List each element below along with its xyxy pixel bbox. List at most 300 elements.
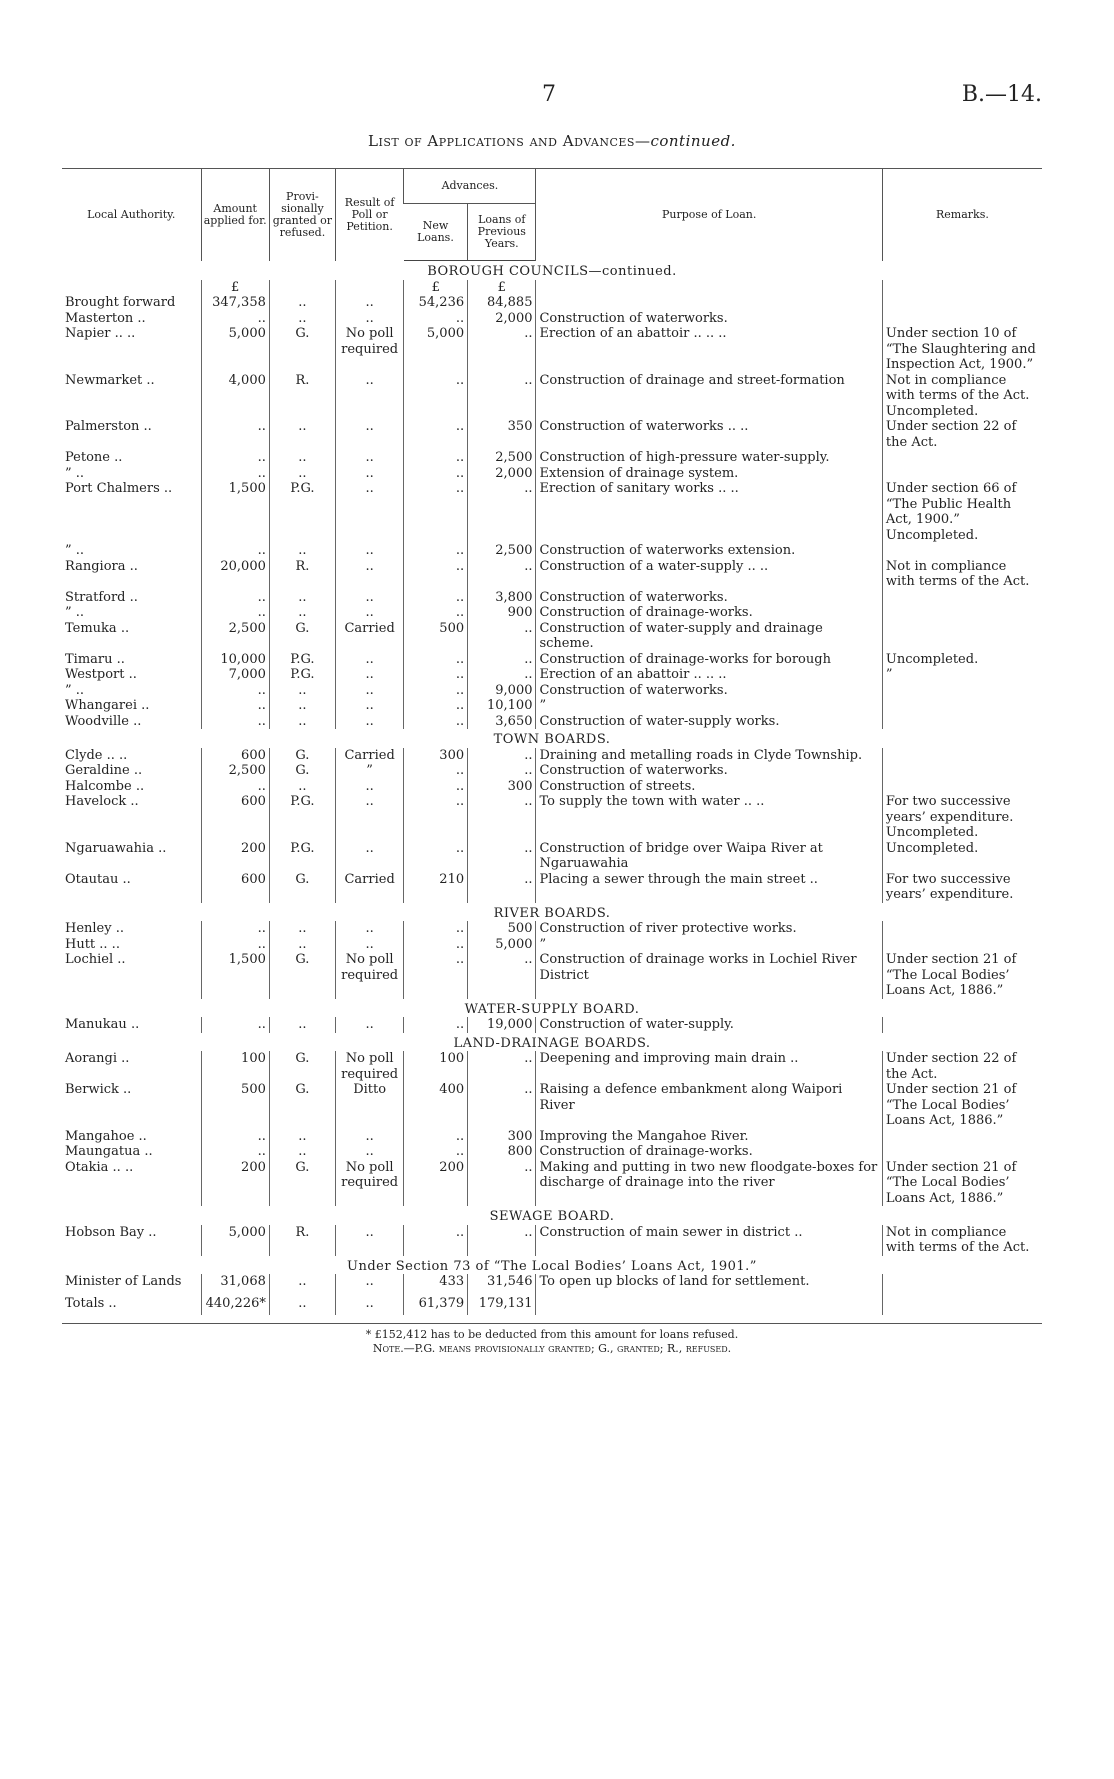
section-heading: [62, 903, 1042, 922]
table-row: [62, 590, 1042, 606]
cell-new-loans: 500: [404, 621, 468, 652]
cell-remarks: Under section 10 of “The Slaughtering and Inspection Act, 1900.”: [882, 326, 1042, 373]
cell-new-loans: ..: [404, 559, 468, 590]
cell-poll-result: Ditto: [335, 1082, 403, 1129]
cell-remarks: Under section 21 of “The Local Bodies’ Loans Act, 1886.”: [882, 1160, 1042, 1207]
cell-purpose: Construction of drainage and street-formation: [536, 373, 882, 420]
cell-amount: 347,358: [201, 295, 269, 311]
cell-previous-loans: ..: [468, 952, 536, 999]
cell-previous-loans: 19,000: [468, 1017, 536, 1033]
cell-purpose: Construction of water-supply.: [536, 1017, 882, 1033]
cell-authority: Geraldine ..: [65, 763, 143, 778]
cell-amount: 1,500: [201, 481, 269, 543]
cell-purpose: Extension of drainage system.: [536, 466, 882, 482]
cell-previous-loans: ..: [468, 621, 536, 652]
cell-remarks: [882, 466, 1042, 482]
cell-provisional: ..: [269, 683, 335, 699]
cell-previous-loans: ..: [468, 373, 536, 420]
section-heading: [62, 1256, 1042, 1275]
cell-amount: 600: [201, 748, 269, 764]
cell-poll-result: No poll required: [335, 1051, 403, 1082]
cell-authority: Timaru ..: [65, 651, 125, 667]
cell-provisional: G.: [269, 872, 335, 903]
cell-new-loans: ..: [404, 1144, 468, 1160]
cell-poll-result: ..: [335, 481, 403, 543]
cell-remarks: [882, 1017, 1042, 1033]
cell-purpose: ”: [536, 937, 882, 953]
cell-amount: ..: [201, 311, 269, 327]
cell-provisional: ..: [269, 937, 335, 953]
totals-provisional: ..: [269, 1290, 335, 1316]
cell-remarks: [882, 1129, 1042, 1145]
section-heading: [62, 729, 1042, 748]
table-row: [62, 1082, 1042, 1129]
cell-poll-result: ..: [335, 1274, 403, 1290]
cell-new-loans: ..: [404, 937, 468, 953]
cell-authority: Lochiel ..: [65, 952, 126, 967]
totals-new-loans: 61,379: [404, 1290, 468, 1316]
cell-authority: Whangarei ..: [65, 698, 150, 713]
cell-amount: 500: [201, 1082, 269, 1129]
cell-previous-loans: 350: [468, 419, 536, 450]
cell-remarks: [882, 295, 1042, 311]
cell-purpose: Construction of drainage-works.: [536, 1144, 882, 1160]
cell-poll-result: ..: [335, 667, 403, 683]
cell-amount: 600: [201, 794, 269, 841]
cell-previous-loans: 10,100: [468, 698, 536, 714]
cell-poll-result: ..: [335, 937, 403, 953]
cell-authority: Otakia .. ..: [65, 1159, 134, 1175]
cell-authority: Woodville ..: [65, 713, 142, 729]
cell-purpose: Construction of drainage-works.: [536, 605, 882, 621]
cell-previous-loans: ..: [468, 1160, 536, 1207]
cell-provisional: G.: [269, 621, 335, 652]
cell-new-loans: ..: [404, 543, 468, 559]
cell-purpose: Construction of waterworks .. ..: [536, 419, 882, 450]
table-row: [62, 1144, 1042, 1160]
cell-amount: 1,500: [201, 952, 269, 999]
cell-previous-loans: 31,546: [468, 1274, 536, 1290]
cell-amount: ..: [201, 683, 269, 699]
cell-provisional: P.G.: [269, 667, 335, 683]
cell-remarks: [882, 1144, 1042, 1160]
cell-amount: 600: [201, 872, 269, 903]
cell-amount: ..: [201, 450, 269, 466]
table-row: [62, 779, 1042, 795]
cell-amount: 2,500: [201, 621, 269, 652]
cell-purpose: Draining and metalling roads in Clyde Township.: [536, 748, 882, 764]
cell-authority: Henley ..: [65, 921, 124, 936]
cell-poll-result: Carried: [335, 748, 403, 764]
section-title: Under Section 73 of “The Local Bodies’ Loans Act, 1901.”: [347, 1258, 757, 1274]
cell-poll-result: ..: [335, 311, 403, 327]
cell-previous-loans: 84,885: [468, 295, 536, 311]
cell-amount: ..: [201, 937, 269, 953]
cell-amount: 5,000: [201, 326, 269, 373]
unit-cell: [335, 280, 403, 296]
cell-authority: ” ..: [65, 605, 85, 620]
cell-remarks: Under section 21 of “The Local Bodies’ Loans Act, 1886.”: [882, 952, 1042, 999]
cell-amount: ..: [201, 779, 269, 795]
cell-authority: ” ..: [65, 682, 85, 698]
cell-previous-loans: ..: [468, 794, 536, 841]
document-reference: B.—14.: [961, 82, 1042, 107]
section-title: WATER-SUPPLY BOARD.: [464, 1001, 640, 1017]
table-row: [62, 921, 1042, 937]
table-row: [62, 1274, 1042, 1290]
cell-new-loans: ..: [404, 466, 468, 482]
applications-table: [62, 168, 1042, 1315]
table-row: [62, 872, 1042, 903]
cell-previous-loans: ..: [468, 841, 536, 872]
cell-purpose: Construction of waterworks.: [536, 590, 882, 606]
cell-provisional: G.: [269, 1082, 335, 1129]
cell-purpose: Construction of a water-supply .. ..: [536, 559, 882, 590]
cell-poll-result: Carried: [335, 621, 403, 652]
cell-poll-result: No poll required: [335, 326, 403, 373]
cell-remarks: Not in compliance with terms of the Act.: [882, 1225, 1042, 1256]
cell-authority: Maungatua ..: [65, 1144, 153, 1159]
cell-new-loans: ..: [404, 481, 468, 543]
cell-amount: ..: [201, 466, 269, 482]
cell-poll-result: No poll required: [335, 952, 403, 999]
cell-purpose: To supply the town with water .. ..: [536, 794, 882, 841]
cell-provisional: R.: [269, 373, 335, 420]
cell-previous-loans: 2,500: [468, 450, 536, 466]
cell-amount: ..: [201, 714, 269, 730]
section-heading: [62, 1206, 1042, 1225]
cell-provisional: ..: [269, 1017, 335, 1033]
cell-amount: 7,000: [201, 667, 269, 683]
section-heading: [62, 261, 1042, 280]
cell-new-loans: ..: [404, 1129, 468, 1145]
section-title: TOWN BOARDS.: [493, 732, 611, 747]
col-previous-loans: Loans of Previous Years.: [468, 204, 536, 261]
cell-authority: Temuka ..: [65, 620, 130, 636]
cell-purpose: Construction of water-supply and drainage scheme.: [536, 621, 882, 652]
cell-provisional: G.: [269, 763, 335, 779]
cell-remarks: Under section 66 of “The Public Health Act, 1900.” Uncompleted.: [882, 481, 1042, 543]
cell-previous-loans: ..: [468, 763, 536, 779]
table-row: [62, 748, 1042, 764]
cell-remarks: [882, 779, 1042, 795]
cell-authority: Palmerston ..: [65, 419, 152, 434]
cell-purpose: Improving the Mangahoe River.: [536, 1129, 882, 1145]
col-local-authority: Local Authority.: [62, 169, 201, 261]
cell-authority: Mangahoe ..: [65, 1128, 147, 1144]
cell-previous-loans: 2,000: [468, 466, 536, 482]
cell-provisional: ..: [269, 921, 335, 937]
cell-amount: ..: [201, 1129, 269, 1145]
table-row: [62, 373, 1042, 420]
cell-new-loans: ..: [404, 952, 468, 999]
cell-amount: ..: [201, 698, 269, 714]
col-amount: Amount applied for.: [201, 169, 269, 261]
unit-cell: [62, 280, 201, 296]
cell-new-loans: 5,000: [404, 326, 468, 373]
table-row: [62, 667, 1042, 683]
cell-remarks: [882, 311, 1042, 327]
footnote-note: Note.—P.G. means provisionally granted; G., granted; R., refused.: [372, 1342, 732, 1355]
cell-provisional: ..: [269, 714, 335, 730]
cell-amount: 10,000: [201, 652, 269, 668]
cell-previous-loans: ..: [468, 872, 536, 903]
table-row: [62, 1225, 1042, 1256]
cell-purpose: To open up blocks of land for settlement.: [536, 1274, 882, 1290]
cell-previous-loans: 2,500: [468, 543, 536, 559]
section-title: LAND-DRAINAGE BOARDS.: [453, 1035, 651, 1051]
page-number: 7: [542, 82, 556, 107]
cell-provisional: ..: [269, 311, 335, 327]
cell-provisional: R.: [269, 559, 335, 590]
cell-new-loans: ..: [404, 450, 468, 466]
cell-authority: Masterton ..: [65, 310, 146, 326]
cell-new-loans: ..: [404, 921, 468, 937]
cell-poll-result: ..: [335, 779, 403, 795]
table-row: [62, 652, 1042, 668]
cell-poll-result: ..: [335, 921, 403, 937]
totals-label: Totals ..: [65, 1295, 117, 1311]
cell-authority: Hobson Bay ..: [65, 1224, 157, 1240]
cell-authority: Manukau ..: [65, 1017, 140, 1032]
cell-new-loans: 210: [404, 872, 468, 903]
col-new-loans: New Loans.: [404, 204, 468, 261]
cell-new-loans: ..: [404, 714, 468, 730]
cell-purpose: Construction of waterworks.: [536, 683, 882, 699]
cell-poll-result: ..: [335, 698, 403, 714]
cell-remarks: [882, 763, 1042, 779]
cell-authority: Brought forward: [65, 295, 176, 310]
cell-provisional: ..: [269, 466, 335, 482]
table-row: [62, 714, 1042, 730]
cell-remarks: Uncompleted.: [882, 841, 1042, 872]
cell-authority: Clyde .. ..: [65, 747, 128, 763]
cell-poll-result: ..: [335, 466, 403, 482]
cell-provisional: ..: [269, 1144, 335, 1160]
cell-amount: ..: [201, 419, 269, 450]
unit-cell: [536, 280, 882, 296]
cell-authority: Newmarket ..: [65, 372, 155, 388]
col-advances: Advances.: [404, 169, 536, 204]
cell-authority: ” ..: [65, 543, 85, 558]
cell-remarks: [882, 683, 1042, 699]
cell-previous-loans: ..: [468, 1051, 536, 1082]
cell-remarks: [882, 621, 1042, 652]
cell-amount: 100: [201, 1051, 269, 1082]
cell-new-loans: ..: [404, 779, 468, 795]
cell-provisional: P.G.: [269, 794, 335, 841]
cell-previous-loans: 2,000: [468, 311, 536, 327]
cell-provisional: G.: [269, 952, 335, 999]
cell-remarks: Under section 22 of the Act.: [882, 419, 1042, 450]
col-provisional: Provi- sionally granted or refused.: [269, 169, 335, 261]
table-row: [62, 559, 1042, 590]
table-row: [62, 794, 1042, 841]
cell-purpose: Construction of streets.: [536, 779, 882, 795]
table-row: [62, 841, 1042, 872]
cell-previous-loans: 3,800: [468, 590, 536, 606]
cell-remarks: Uncompleted.: [882, 652, 1042, 668]
section-title: BOROUGH COUNCILS—continued.: [427, 264, 677, 279]
table-row: [62, 450, 1042, 466]
unit-cell: [882, 280, 1042, 296]
cell-new-loans: ..: [404, 311, 468, 327]
table-row: [62, 698, 1042, 714]
section-heading: [62, 1033, 1042, 1052]
cell-poll-result: ..: [335, 605, 403, 621]
cell-new-loans: 54,236: [404, 295, 468, 311]
cell-previous-loans: 500: [468, 921, 536, 937]
table-row: [62, 481, 1042, 543]
cell-amount: ..: [201, 543, 269, 559]
cell-purpose: ”: [536, 698, 882, 714]
cell-new-loans: ..: [404, 1225, 468, 1256]
cell-authority: Port Chalmers ..: [65, 481, 173, 496]
cell-authority: Minister of Lands: [65, 1274, 182, 1289]
table-row: [62, 466, 1042, 482]
table-row: [62, 543, 1042, 559]
cell-provisional: ..: [269, 1274, 335, 1290]
totals-previous-loans: 179,131: [468, 1290, 536, 1316]
cell-provisional: R.: [269, 1225, 335, 1256]
cell-authority: Otautau ..: [65, 871, 131, 887]
cell-poll-result: ..: [335, 1129, 403, 1145]
table-row: [62, 683, 1042, 699]
cell-provisional: ..: [269, 450, 335, 466]
cell-remarks: Under section 21 of “The Local Bodies’ Loans Act, 1886.”: [882, 1082, 1042, 1129]
cell-provisional: P.G.: [269, 652, 335, 668]
cell-authority: Rangiora ..: [65, 558, 138, 574]
cell-previous-loans: 5,000: [468, 937, 536, 953]
cell-previous-loans: 300: [468, 1129, 536, 1145]
cell-previous-loans: ..: [468, 481, 536, 543]
unit-cell: £: [201, 280, 269, 296]
unit-cell: £: [404, 280, 468, 296]
section-title: RIVER BOARDS.: [493, 905, 611, 921]
cell-provisional: ..: [269, 605, 335, 621]
cell-purpose: Construction of water-supply works.: [536, 714, 882, 730]
cell-purpose: Deepening and improving main drain ..: [536, 1051, 882, 1082]
cell-authority: Stratford ..: [65, 589, 138, 605]
cell-remarks: [882, 450, 1042, 466]
cell-previous-loans: 300: [468, 779, 536, 795]
cell-purpose: Erection of an abattoir .. .. ..: [536, 326, 882, 373]
title-continued: continued.: [650, 132, 736, 150]
cell-new-loans: ..: [404, 1017, 468, 1033]
cell-previous-loans: ..: [468, 326, 536, 373]
cell-new-loans: ..: [404, 841, 468, 872]
cell-previous-loans: ..: [468, 652, 536, 668]
cell-authority: Berwick ..: [65, 1082, 132, 1097]
currency-unit-row: [62, 280, 1042, 296]
cell-purpose: Construction of waterworks.: [536, 311, 882, 327]
section-title: SEWAGE BOARD.: [489, 1209, 615, 1224]
cell-new-loans: 100: [404, 1051, 468, 1082]
cell-new-loans: 400: [404, 1082, 468, 1129]
table-row: [62, 419, 1042, 450]
table-body: [62, 261, 1042, 1316]
cell-remarks: [882, 714, 1042, 730]
cell-new-loans: ..: [404, 419, 468, 450]
cell-new-loans: ..: [404, 794, 468, 841]
table-row: [62, 621, 1042, 652]
cell-remarks: [882, 698, 1042, 714]
table-row: [62, 1160, 1042, 1207]
cell-remarks: For two successive years’ expenditure. Uncompleted.: [882, 794, 1042, 841]
cell-amount: 200: [201, 1160, 269, 1207]
cell-previous-loans: ..: [468, 748, 536, 764]
cell-authority: Hutt .. ..: [65, 936, 120, 952]
cell-provisional: ..: [269, 295, 335, 311]
cell-purpose: Construction of waterworks.: [536, 763, 882, 779]
title-main: List of Applications and Advances—: [368, 132, 651, 150]
cell-new-loans: ..: [404, 590, 468, 606]
cell-provisional: ..: [269, 590, 335, 606]
cell-remarks: For two successive years’ expenditure.: [882, 872, 1042, 903]
cell-remarks: [882, 921, 1042, 937]
cell-new-loans: ..: [404, 373, 468, 420]
cell-purpose: Construction of main sewer in district ..: [536, 1225, 882, 1256]
cell-authority: Ngaruawahia ..: [65, 840, 167, 856]
cell-previous-loans: ..: [468, 667, 536, 683]
col-purpose: Purpose of Loan.: [536, 169, 882, 261]
cell-new-loans: ..: [404, 683, 468, 699]
table-row: [62, 1017, 1042, 1033]
cell-authority: Petone ..: [65, 450, 123, 465]
cell-new-loans: ..: [404, 763, 468, 779]
cell-provisional: ..: [269, 698, 335, 714]
cell-amount: 5,000: [201, 1225, 269, 1256]
cell-purpose: Construction of bridge over Waipa River at Ngaruawahia: [536, 841, 882, 872]
cell-remarks: ”: [882, 667, 1042, 683]
cell-remarks: [882, 590, 1042, 606]
cell-provisional: ..: [269, 779, 335, 795]
cell-new-loans: ..: [404, 605, 468, 621]
table-row: [62, 1129, 1042, 1145]
cell-authority: ” ..: [65, 465, 85, 481]
totals-poll: ..: [335, 1290, 403, 1316]
cell-poll-result: ..: [335, 794, 403, 841]
cell-purpose: Construction of waterworks extension.: [536, 543, 882, 559]
cell-purpose: Placing a sewer through the main street ..: [536, 872, 882, 903]
cell-purpose: Construction of high-pressure water-supply.: [536, 450, 882, 466]
cell-new-loans: 300: [404, 748, 468, 764]
cell-amount: 4,000: [201, 373, 269, 420]
table-title: [62, 132, 1042, 150]
cell-new-loans: ..: [404, 652, 468, 668]
cell-poll-result: ..: [335, 373, 403, 420]
cell-remarks: [882, 605, 1042, 621]
table-row: [62, 605, 1042, 621]
cell-poll-result: ..: [335, 1225, 403, 1256]
table-row: [62, 937, 1042, 953]
table-row: [62, 295, 1042, 311]
cell-authority: Aorangi ..: [65, 1051, 130, 1066]
cell-authority: Westport ..: [65, 667, 137, 682]
cell-poll-result: ”: [335, 763, 403, 779]
cell-poll-result: ..: [335, 419, 403, 450]
footnote-star: * £152,412 has to be deducted from this amount for loans refused.: [365, 1328, 739, 1341]
cell-poll-result: ..: [335, 559, 403, 590]
cell-remarks: [882, 1274, 1042, 1290]
cell-authority: Napier .. ..: [65, 326, 136, 341]
cell-purpose: Making and putting in two new floodgate-boxes for discharge of drainage into the river: [536, 1160, 882, 1207]
cell-purpose: Raising a defence embankment along Waipori River: [536, 1082, 882, 1129]
cell-purpose: Construction of drainage works in Lochiel River District: [536, 952, 882, 999]
cell-amount: 200: [201, 841, 269, 872]
cell-authority: Halcombe ..: [65, 778, 145, 794]
cell-purpose: Erection of sanitary works .. ..: [536, 481, 882, 543]
